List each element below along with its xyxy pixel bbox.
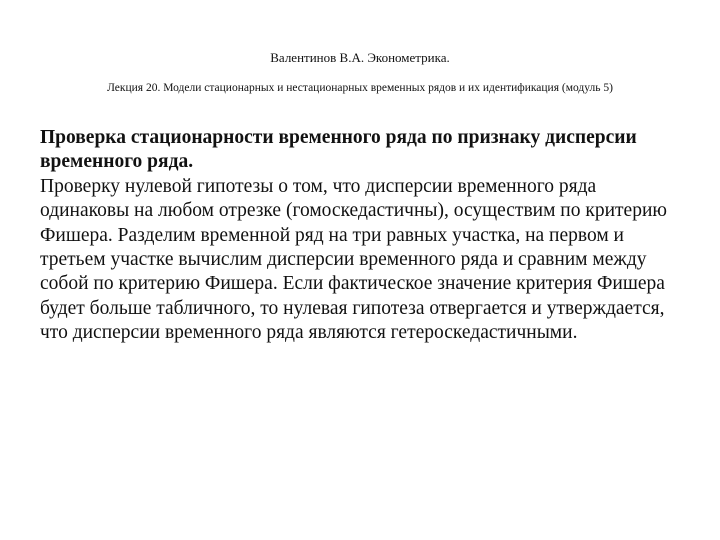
section-heading: Проверка стационарности временного ряда по признаку дисперсии временного ряда. <box>40 127 637 173</box>
slide-content <box>40 126 690 346</box>
header-lecture-title: Лекция 20. Модели стационарных и нестационарных временных рядов и их идентификация (модуль 5) <box>107 82 613 94</box>
body-paragraph: Проверку нулевой гипотезы о том, что дисперсии временного ряда одинаковы на любом отрезке (гомоскедастичны), осуществим по критерию Фишера. Разделим временной ряд на три равных участка, на первом и третьем участке вычислим дисперсии временного ряда и сравним между собой по критерию Фишера. Если фактическое значение критерия Фишера будет больше табличного, то нулевая гипотеза отвергается и утверждается, что дисперсии временного ряда являются гетероскедастичными. <box>40 175 667 344</box>
header-author-title: Валентинов В.А. Эконометрика. <box>270 50 450 65</box>
